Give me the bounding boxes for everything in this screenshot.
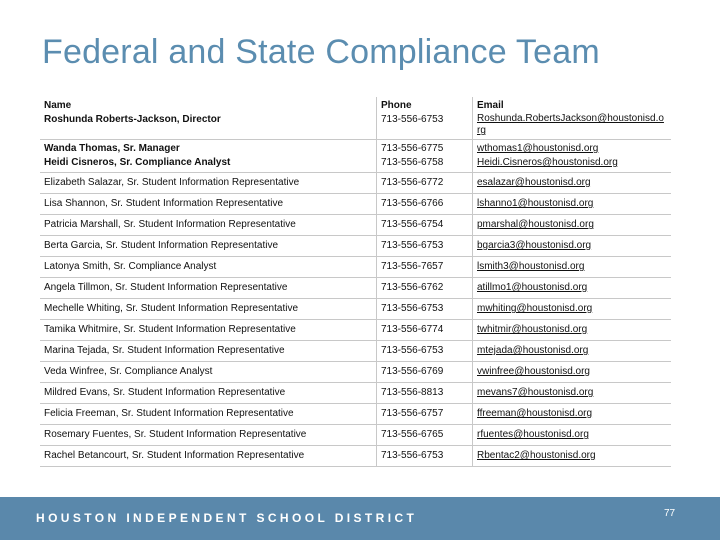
staff-email-cell (473, 446, 672, 467)
analyst-phone: 713-556-6758 (381, 157, 444, 168)
staff-name: Veda Winfree, Sr. Compliance Analyst (40, 362, 377, 383)
staff-name: Mildred Evans, Sr. Student Information Representative (40, 383, 377, 404)
page-number: 77 (664, 508, 676, 519)
analyst-email-link[interactable]: Heidi.Cisneros@houstonisd.org (477, 157, 618, 168)
district-name: HOUSTON INDEPENDENT SCHOOL DISTRICT (36, 511, 418, 525)
staff-email-cell (473, 425, 672, 446)
staff-name: Latonya Smith, Sr. Compliance Analyst (40, 257, 377, 278)
table-row (40, 320, 671, 341)
staff-email-link[interactable]: mtejada@houstonisd.org (477, 345, 589, 356)
staff-phone: 713-556-6766 (377, 194, 473, 215)
staff-email-link[interactable]: lsmith3@houstonisd.org (477, 261, 585, 272)
staff-name: Felicia Freeman, Sr. Student Information Representative (40, 404, 377, 425)
staff-email-link[interactable]: vwinfree@houstonisd.org (477, 366, 590, 377)
staff-name: Elizabeth Salazar, Sr. Student Information Representative (40, 173, 377, 194)
email-column (473, 97, 672, 140)
staff-name: Berta Garcia, Sr. Student Information Representative (40, 236, 377, 257)
staff-name: Rachel Betancourt, Sr. Student Information Representative (40, 446, 377, 467)
table-row (40, 215, 671, 236)
name-column (40, 97, 377, 140)
phone-header: Phone (381, 100, 412, 111)
analyst-name: Heidi Cisneros, Sr. Compliance Analyst (44, 157, 231, 168)
table-row (40, 278, 671, 299)
table-header-row (40, 97, 671, 140)
staff-email-link[interactable]: ffreeman@houstonisd.org (477, 408, 593, 419)
table-row (40, 299, 671, 320)
staff-name: Lisa Shannon, Sr. Student Information Representative (40, 194, 377, 215)
director-name: Roshunda Roberts-Jackson, Director (44, 114, 221, 125)
staff-name: Rosemary Fuentes, Sr. Student Information Representative (40, 425, 377, 446)
staff-email-cell (473, 362, 672, 383)
staff-email-cell (473, 278, 672, 299)
staff-email-link[interactable]: mwhiting@houstonisd.org (477, 303, 593, 314)
staff-phone: 713-556-6765 (377, 425, 473, 446)
staff-email-link[interactable]: atillmo1@houstonisd.org (477, 282, 588, 293)
staff-name: Angela Tillmon, Sr. Student Information Representative (40, 278, 377, 299)
manager-phone: 713-556-6775 (381, 143, 444, 154)
staff-email-cell (473, 341, 672, 362)
staff-phone: 713-556-6753 (377, 299, 473, 320)
staff-email-cell (473, 383, 672, 404)
staff-phone: 713-556-6772 (377, 173, 473, 194)
staff-name: Mechelle Whiting, Sr. Student Information Representative (40, 299, 377, 320)
staff-email-cell (473, 215, 672, 236)
staff-name: Patricia Marshall, Sr. Student Information Representative (40, 215, 377, 236)
staff-phone: 713-556-6753 (377, 446, 473, 467)
table-row (40, 173, 671, 194)
staff-name: Marina Tejada, Sr. Student Information Representative (40, 341, 377, 362)
staff-email-cell (473, 404, 672, 425)
phone-column (377, 97, 473, 140)
staff-email-cell (473, 236, 672, 257)
staff-email-cell (473, 299, 672, 320)
managers-phone-cell (377, 140, 473, 173)
staff-email-link[interactable]: mevans7@houstonisd.org (477, 387, 594, 398)
managers-row (40, 140, 671, 173)
staff-name: Tamika Whitmire, Sr. Student Information Representative (40, 320, 377, 341)
manager-name: Wanda Thomas, Sr. Manager (44, 143, 180, 154)
staff-email-link[interactable]: rfuentes@houstonisd.org (477, 429, 589, 440)
staff-email-link[interactable]: twhitmir@houstonisd.org (477, 324, 588, 335)
director-phone: 713-556-6753 (381, 114, 444, 125)
footer-bar (0, 497, 720, 540)
staff-email-link[interactable]: bgarcia3@houstonisd.org (477, 240, 592, 251)
table-row (40, 446, 671, 467)
table-row (40, 362, 671, 383)
managers-name-cell (40, 140, 377, 173)
staff-phone: 713-556-6757 (377, 404, 473, 425)
name-header: Name (44, 100, 72, 111)
staff-phone: 713-556-6774 (377, 320, 473, 341)
table-row (40, 257, 671, 278)
staff-email-cell (473, 194, 672, 215)
staff-email-link[interactable]: pmarshal@houstonisd.org (477, 219, 594, 230)
table-row (40, 341, 671, 362)
table-row (40, 425, 671, 446)
manager-email-link[interactable]: wthomas1@houstonisd.org (477, 143, 599, 154)
staff-phone: 713-556-8813 (377, 383, 473, 404)
staff-email-cell (473, 173, 672, 194)
contact-table (40, 97, 671, 467)
staff-phone: 713-556-6754 (377, 215, 473, 236)
table-row (40, 383, 671, 404)
staff-email-cell (473, 320, 672, 341)
staff-phone: 713-556-6753 (377, 341, 473, 362)
table-row (40, 236, 671, 257)
staff-email-link[interactable]: esalazar@houstonisd.org (477, 177, 591, 188)
table-row (40, 404, 671, 425)
staff-phone: 713-556-6753 (377, 236, 473, 257)
staff-email-cell (473, 257, 672, 278)
email-header: Email (477, 100, 504, 111)
staff-phone: 713-556-7657 (377, 257, 473, 278)
staff-email-link[interactable]: lshanno1@houstonisd.org (477, 198, 594, 209)
director-email-link[interactable]: Roshunda.RobertsJackson@houstonisd.org (477, 113, 664, 136)
page-title: Federal and State Compliance Team (42, 33, 600, 71)
table-row (40, 194, 671, 215)
staff-phone: 713-556-6762 (377, 278, 473, 299)
staff-phone: 713-556-6769 (377, 362, 473, 383)
staff-email-link[interactable]: Rbentac2@houstonisd.org (477, 450, 596, 461)
managers-email-cell (473, 140, 672, 173)
